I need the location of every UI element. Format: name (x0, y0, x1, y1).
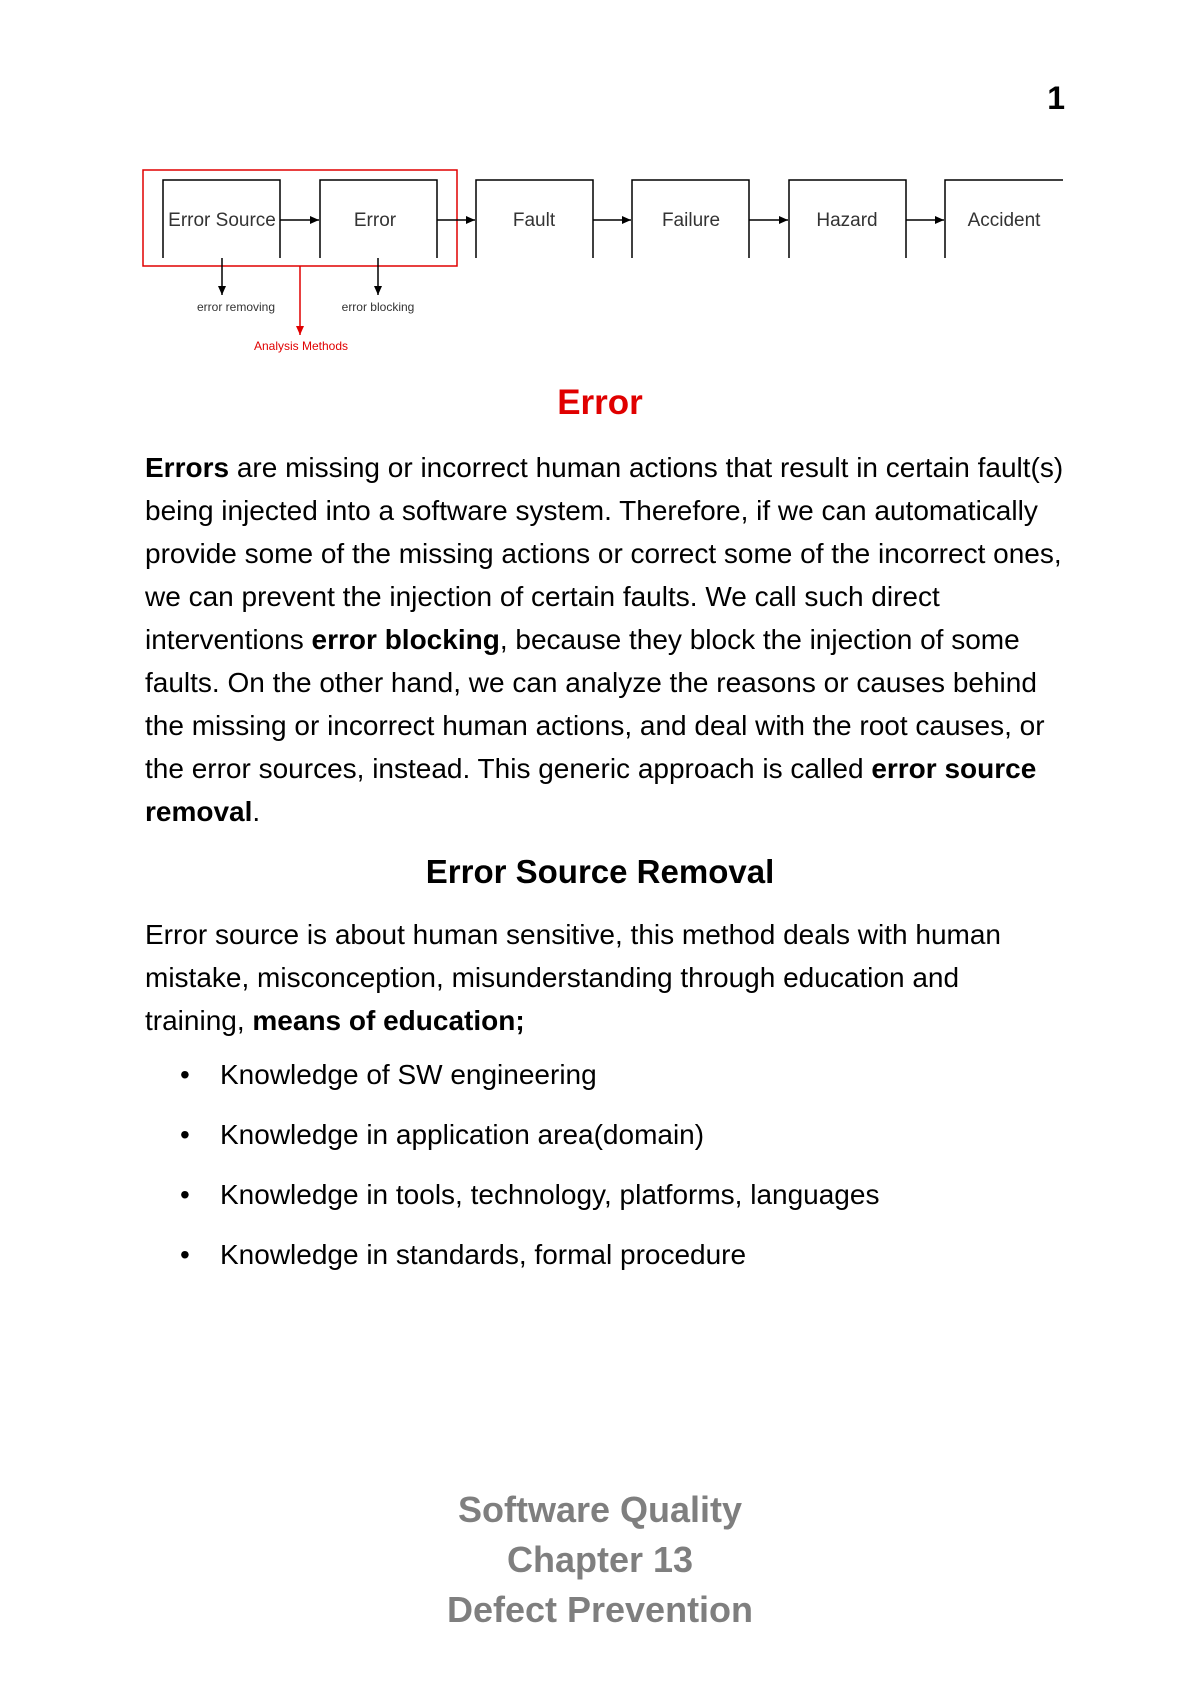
bullet-icon: • (180, 1179, 190, 1210)
box-fault (476, 180, 593, 258)
error-chain-diagram (0, 0, 1200, 380)
box-label: Error (353, 210, 397, 231)
bold-term: means of education; (252, 1005, 525, 1036)
bullet-icon: • (180, 1119, 190, 1150)
box-label: Error Source (168, 210, 276, 231)
page-number: 1 (1047, 80, 1065, 116)
list-item: • Knowledge of SW engineering (180, 1055, 879, 1115)
section-title-error-source-removal: Error Source Removal (425, 853, 775, 890)
footer-chapter: Chapter 13 (506, 1539, 694, 1580)
box-failure (632, 180, 749, 258)
label-error-blocking: error blocking (341, 300, 415, 314)
bullet-icon: • (180, 1059, 190, 1090)
label-analysis-methods: Analysis Methods (253, 339, 349, 353)
box-error-source (163, 180, 280, 258)
box-label: Hazard (816, 210, 878, 231)
bullet-icon: • (180, 1239, 190, 1270)
list-item: • Knowledge in application area(domain) (180, 1115, 879, 1175)
box-label: Fault (512, 210, 556, 231)
footer-topic: Defect Prevention (446, 1589, 754, 1630)
box-label: Failure (661, 210, 721, 231)
label-error-removing: error removing (196, 300, 276, 314)
box-error (320, 180, 437, 258)
box-label: Accident (967, 210, 1041, 231)
list-item: • Knowledge in standards, formal procedure (180, 1235, 879, 1295)
removal-paragraph: Error source is about human sensitive, this method deals with human mistake, misconception, misunderstanding through education and training, means of education; (145, 919, 1001, 1036)
knowledge-list (180, 1055, 879, 1295)
bold-term: Errors (145, 452, 230, 483)
box-accident (945, 180, 1063, 258)
footer-course: Software Quality (457, 1489, 743, 1530)
bold-term: error source removal (145, 753, 1037, 827)
bold-term: error blocking (311, 624, 500, 655)
error-paragraph: Errors are missing or incorrect human actions that result in certain fault(s) being injected into a software system. Therefore, if we can automatically provide some of the missing actions or correct some of the incorrect ones, we can prevent the injection of certain faults. We call such direct interventions error blocking, because they block the injection of some faults. On the other hand, we can analyze the reasons or causes behind the missing or incorrect human actions, and deal with the root causes, or the error sources, instead. This generic approach is called error source removal. (145, 452, 1064, 827)
list-item: • Knowledge in tools, technology, platforms, languages (180, 1175, 879, 1235)
footer (0, 1485, 1200, 1635)
box-hazard (789, 180, 906, 258)
section-title-error: Error (557, 383, 643, 422)
